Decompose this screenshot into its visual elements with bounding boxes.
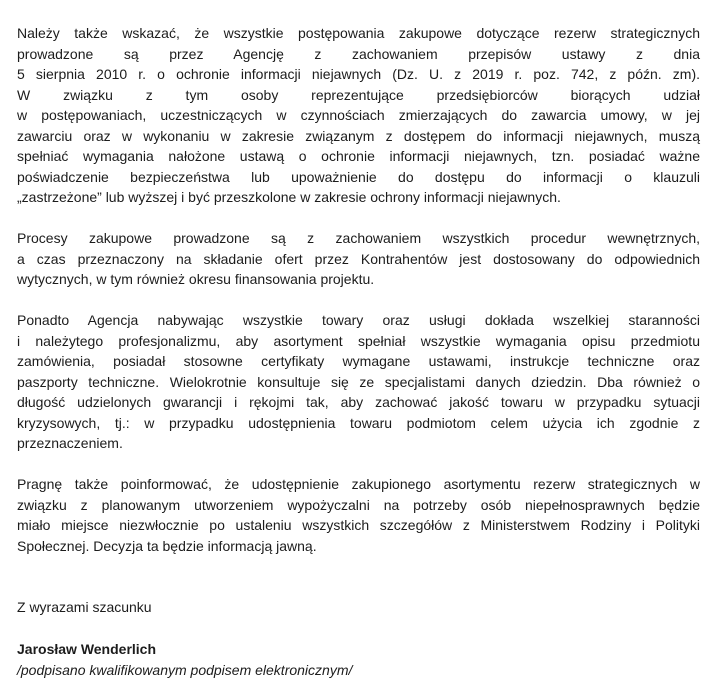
paragraph-security-clearance	[17, 23, 700, 208]
text-line: miało miejsce niezwłocznie po ustaleniu wszystkich szczegółów z Ministerstwem Rodziny i Polityki	[17, 517, 700, 533]
text-line: kryzysowych, tj.: w przypadku udostępnienia towaru podmiotom celem użycia ich zgodnie z	[17, 414, 700, 431]
text-line: związku z planowanym utworzeniem wypożyczalni na potrzeby osób niepełnosprawnych będzie	[17, 496, 700, 513]
text-line: i należytego profesjonalizmu, aby asortyment spełniał wszystkie wymagania opisu przedmiotu	[17, 332, 700, 349]
text-line: Należy także wskazać, że wszystkie postępowania zakupowe dotyczące rezerw strategicznych	[17, 25, 700, 41]
text-line: spełniać wymagania nałożone ustawą o ochronie informacji niejawnych, tzn. posiadać ważne	[17, 148, 700, 164]
text-line: „zastrzeżone” lub wyższej i być przeszkolone w zakresie ochrony informacji niejawnych.	[17, 189, 561, 205]
text-line: W związku z tym osoby reprezentujące przedsiębiorców biorących udział	[17, 86, 700, 103]
text-line: poświadczenie bezpieczeństwa lub upoważnienie do dostępu do informacji o klauzuli	[17, 168, 700, 185]
text-line: przeznaczeniem.	[17, 435, 123, 451]
paragraph-rental-announcement	[17, 474, 700, 556]
text-line: Ponadto Agencja nabywając wszystkie towary oraz usługi dokłada wszelkiej staranności	[17, 312, 700, 328]
text-line: długość udzielonych gwarancji i rękojmi tak, aby zachować jakość towaru w przypadku sytuacji	[17, 394, 700, 410]
text-line: 5 sierpnia 2010 r. o ochronie informacji niejawnych (Dz. U. z 2019 r. poz. 742, z późn. zm).	[17, 66, 700, 82]
text-line: wytycznych, w tym również okresu finansowania projektu.	[17, 271, 375, 287]
signature-electronic-note: /podpisano kwalifikowanym podpisem elektronicznym/	[17, 661, 353, 678]
text-line: Pragnę także poinformować, że udostępnienie zakupionego asortymentu rezerw strategicznych w	[17, 476, 700, 492]
text-line: zamówienia, posiadał stosowne certyfikaty wymagane ustawami, instrukcje techniczne oraz	[17, 353, 700, 369]
text-line: prowadzone są przez Agencję z zachowaniem przepisów ustawy z dnia	[17, 45, 700, 62]
paragraph-quality-assurance	[17, 310, 700, 454]
paragraph-procurement-procedures	[17, 228, 700, 290]
text-line: Społecznej. Decyzja ta będzie informacją jawną.	[17, 537, 317, 554]
text-line: w postępowaniach, uczestniczących w czynnościach zmierzających do zawarcia umowy, w jej	[17, 107, 700, 123]
text-line: zawarciu oraz w wykonaniu w zakresie związanym z dostępem do informacji niejawnych, muszą	[17, 127, 700, 144]
closing-salutation: Z wyrazami szacunku	[17, 599, 152, 615]
signature-name: Jarosław Wenderlich	[17, 641, 157, 657]
text-line: a czas przeznaczony na składanie ofert przez Kontrahentów jest dostosowany do odpowiednich	[17, 250, 700, 267]
text-line: paszporty techniczne. Wielokrotnie konsultuje się ze specjalistami danych dziedzin. Dba również o	[17, 373, 700, 390]
text-line: Procesy zakupowe prowadzone są z zachowaniem wszystkich procedur wewnętrznych,	[17, 230, 700, 246]
